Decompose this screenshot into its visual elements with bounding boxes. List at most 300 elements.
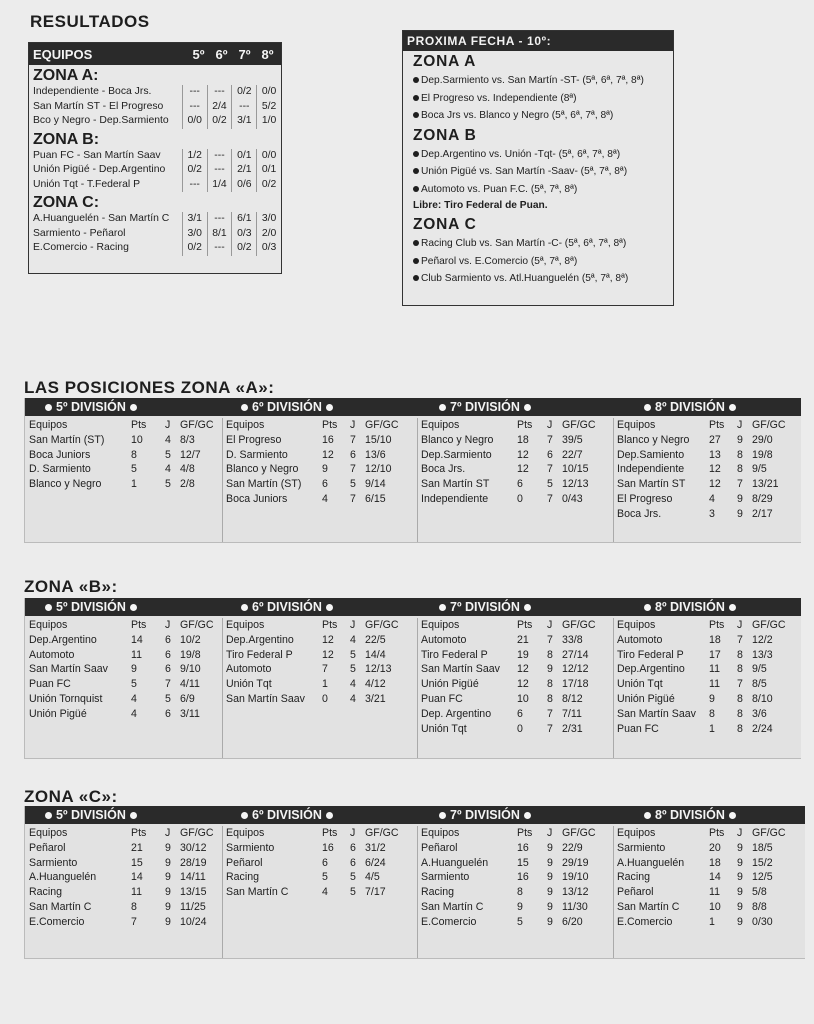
column-header: GF/GC [752, 419, 786, 431]
points: 21 [131, 841, 143, 854]
points: 8 [131, 448, 137, 461]
played: 6 [350, 448, 356, 461]
goals: 8/12 [562, 692, 583, 705]
table-row [25, 915, 222, 930]
bullet-icon [130, 604, 137, 611]
played: 4 [165, 433, 171, 446]
column-header: Pts [517, 419, 533, 431]
played: 7 [350, 463, 356, 476]
match-score: 0/2 [182, 241, 207, 256]
points: 8 [709, 707, 715, 720]
match-score: 8/1 [207, 227, 232, 242]
points: 11 [131, 886, 142, 899]
zona-b-title: ZONA «B»: [24, 577, 118, 596]
match-score: 0/0 [182, 114, 207, 129]
column-header: Pts [322, 619, 338, 631]
proxima-fecha-title: PROXIMA FECHA - 10º: [403, 31, 673, 51]
played: 9 [737, 856, 743, 869]
table-row [25, 900, 222, 915]
goals: 6/24 [365, 856, 386, 869]
goals: 10/24 [180, 915, 207, 928]
fixture-text: Dep.Sarmiento vs. San Martín -ST- (5ª, 6ª, 7ª, 8ª) [421, 75, 644, 86]
match-score: 3/0 [256, 212, 281, 227]
points: 9 [517, 900, 523, 913]
fixture-item [403, 107, 673, 125]
goals: 19/8 [180, 648, 201, 661]
match-score: --- [207, 149, 232, 164]
table-row [25, 677, 222, 692]
played: 9 [547, 871, 553, 884]
team-name: Dep.Argentino [617, 663, 685, 676]
played: 7 [350, 433, 356, 446]
points: 0 [322, 692, 328, 705]
bullet-icon [524, 404, 531, 411]
column-header: Pts [709, 619, 725, 631]
points: 1 [322, 678, 328, 691]
column-header: J [165, 419, 171, 431]
team-name: Automoto [421, 633, 467, 646]
table-row [613, 900, 801, 915]
match-score: 2/1 [231, 163, 256, 178]
goals: 14/4 [365, 648, 386, 661]
table-row [613, 648, 801, 663]
column-header: Pts [517, 619, 533, 631]
played: 6 [547, 448, 553, 461]
goals: 19/8 [752, 448, 773, 461]
resultados-zone-label: ZONA C: [33, 194, 100, 211]
points: 3 [709, 507, 715, 520]
team-name: San Martín Saav [29, 663, 108, 676]
match-score: --- [207, 241, 232, 256]
team-name: Tiro Federal P [617, 648, 684, 661]
table-row [25, 856, 222, 871]
team-name: San Martín Saav [226, 692, 305, 705]
points: 11 [709, 678, 720, 691]
column-header: J [547, 619, 553, 631]
bullet-icon [241, 604, 248, 611]
points: 12 [322, 633, 334, 646]
match-score: 3/1 [231, 114, 256, 129]
zona-b-standings [24, 598, 801, 759]
fixture-item [403, 235, 673, 253]
match-score: 0/6 [231, 178, 256, 193]
points: 5 [131, 678, 137, 691]
header-equipos: EQUIPOS [33, 46, 93, 62]
goals: 8/8 [752, 900, 767, 913]
table-row [222, 477, 417, 492]
match-score: 0/1 [256, 163, 281, 178]
team-name: Dep. Argentino [421, 707, 492, 720]
column-header: Equipos [29, 419, 68, 431]
table-row [613, 870, 801, 885]
table-row [417, 492, 613, 507]
points: 14 [131, 633, 143, 646]
played: 7 [165, 678, 171, 691]
points: 10 [517, 692, 529, 705]
table-row [613, 841, 801, 856]
table-row [222, 633, 417, 648]
table-row [25, 707, 222, 722]
table-row [417, 870, 613, 885]
played: 7 [547, 633, 553, 646]
column-header: Pts [709, 419, 725, 431]
points: 11 [709, 663, 720, 676]
division-title [435, 598, 535, 616]
division-table [613, 618, 801, 758]
match-score: 1/2 [182, 149, 207, 164]
team-name: E.Comercio [617, 915, 673, 928]
zona-c-title: ZONA «C»: [24, 787, 118, 806]
resultado-row [29, 100, 281, 115]
division-name: 7º DIVISIÓN [450, 400, 520, 414]
points: 15 [131, 856, 143, 869]
table-row [222, 662, 417, 677]
fixture-item [403, 72, 673, 90]
played: 8 [547, 678, 553, 691]
goals: 17/18 [562, 678, 589, 691]
played: 9 [165, 841, 171, 854]
column-header: GF/GC [365, 419, 399, 431]
table-row [25, 648, 222, 663]
played: 9 [547, 663, 553, 676]
table-row [222, 677, 417, 692]
fixture-item [403, 163, 673, 181]
goals: 22/9 [562, 841, 583, 854]
column-header: GF/GC [180, 619, 214, 631]
table-row [613, 885, 801, 900]
match-score: --- [182, 100, 207, 115]
division-table [25, 418, 223, 542]
points: 11 [709, 886, 720, 899]
points: 9 [322, 463, 328, 476]
team-name: San Martín Saav [421, 663, 500, 676]
zona-a-title: LAS POSICIONES ZONA «A»: [24, 378, 275, 397]
team-name: Automoto [29, 648, 75, 661]
team-name: Sarmiento [617, 841, 666, 854]
table-row [613, 662, 801, 677]
played: 9 [547, 915, 553, 928]
played: 7 [547, 463, 553, 476]
table-row [222, 462, 417, 477]
match-name: San Martín ST - El Progreso [33, 100, 164, 112]
played: 9 [737, 492, 743, 505]
played: 7 [350, 492, 356, 505]
match-name: A.Huanguelén - San Martín C [33, 213, 170, 224]
column-header: J [350, 619, 356, 631]
points: 12 [517, 678, 529, 691]
bullet-icon [413, 151, 419, 157]
match-score: --- [207, 163, 232, 178]
bullet-icon [413, 168, 419, 174]
played: 5 [165, 478, 171, 491]
goals: 4/8 [180, 463, 195, 476]
team-name: A.Huanguelén [29, 871, 97, 884]
team-name: Blanco y Negro [226, 463, 299, 476]
played: 9 [737, 433, 743, 446]
goals: 4/12 [365, 678, 386, 691]
goals: 12/2 [752, 633, 773, 646]
column-header: J [547, 827, 553, 839]
division-table [25, 826, 223, 958]
goals: 9/10 [180, 663, 201, 676]
match-score: 2/4 [207, 100, 232, 115]
bullet-icon [439, 604, 446, 611]
goals: 8/10 [752, 692, 773, 705]
team-name: Dep.Argentino [29, 633, 97, 646]
fixture-text: Racing Club vs. San Martín -C- (5ª, 6ª, 7ª, 8ª) [421, 238, 627, 249]
team-name: Automoto [226, 663, 272, 676]
team-name: Boca Jrs. [617, 507, 662, 520]
played: 9 [737, 915, 743, 928]
goals: 3/11 [180, 707, 200, 720]
header-8: 8º [261, 46, 274, 62]
points: 1 [709, 915, 715, 928]
match-score: 0/3 [231, 227, 256, 242]
match-name: Puan FC - San Martín Saav [33, 149, 161, 161]
bullet-icon [413, 186, 419, 192]
libre-note: Libre: Tiro Federal de Puan. [413, 200, 548, 211]
team-name: Unión Tqt [617, 678, 663, 691]
points: 14 [709, 871, 721, 884]
bullet-icon [439, 404, 446, 411]
points: 18 [517, 433, 529, 446]
table-row [417, 900, 613, 915]
fixture-text: Club Sarmiento vs. Atl.Huanguelén (5ª, 7ª, 8ª) [421, 273, 629, 284]
team-name: Sarmiento [29, 856, 78, 869]
division-header-bar [25, 598, 801, 616]
division-title [435, 806, 535, 824]
goals: 13/21 [752, 478, 779, 491]
goals: 3/6 [752, 707, 767, 720]
team-name: Unión Pigüé [617, 692, 675, 705]
goals: 6/9 [180, 692, 195, 705]
goals: 2/17 [752, 507, 773, 520]
column-header: Equipos [226, 419, 265, 431]
table-header-row [417, 618, 613, 633]
match-score: 3/0 [182, 227, 207, 242]
table-row [25, 662, 222, 677]
table-row [417, 841, 613, 856]
team-name: San Martín Saav [617, 707, 696, 720]
points: 15 [517, 856, 529, 869]
table-header-row [613, 418, 801, 433]
fixture-item [403, 181, 673, 199]
points: 20 [709, 841, 721, 854]
goals: 29/19 [562, 856, 589, 869]
table-row [417, 722, 613, 737]
table-header-row [613, 618, 801, 633]
resultado-row [29, 163, 281, 178]
match-score: 0/2 [182, 163, 207, 178]
played: 6 [165, 663, 171, 676]
column-header: Equipos [421, 419, 460, 431]
table-header-row [613, 826, 801, 841]
goals: 10/15 [562, 463, 589, 476]
points: 5 [517, 915, 523, 928]
played: 4 [350, 678, 356, 691]
team-name: Automoto [617, 633, 663, 646]
match-name: Unión Pigüé - Dep.Argentino [33, 164, 166, 175]
table-row [417, 448, 613, 463]
header-5: 5º [192, 46, 205, 62]
division-title [41, 398, 141, 416]
goals: 4/11 [180, 678, 200, 691]
played: 9 [165, 915, 171, 928]
points: 12 [322, 648, 334, 661]
points: 19 [517, 648, 529, 661]
bullet-icon [524, 604, 531, 611]
points: 6 [322, 478, 328, 491]
column-header: GF/GC [562, 419, 596, 431]
goals: 39/5 [562, 433, 583, 446]
team-name: Puan FC [617, 722, 659, 735]
table-row [613, 722, 801, 737]
table-row [222, 448, 417, 463]
resultado-row [29, 85, 281, 100]
table-header-row [417, 418, 613, 433]
column-header: Pts [131, 827, 147, 839]
match-score: 0/0 [256, 149, 281, 164]
played: 7 [737, 678, 743, 691]
played: 8 [737, 463, 743, 476]
column-header: J [737, 419, 743, 431]
team-name: Boca Juniors [226, 492, 288, 505]
division-name: 6º DIVISIÓN [252, 808, 322, 822]
column-header: Equipos [29, 619, 68, 631]
team-name: Unión Tornquist [29, 692, 103, 705]
played: 4 [165, 463, 171, 476]
column-header: Equipos [617, 419, 656, 431]
division-name: 6º DIVISIÓN [252, 600, 322, 614]
table-row [222, 870, 417, 885]
points: 12 [709, 463, 721, 476]
match-name: E.Comercio - Racing [33, 242, 129, 253]
points: 9 [709, 692, 715, 705]
points: 18 [709, 633, 721, 646]
table-row [613, 433, 801, 448]
resultados-title: RESULTADOS [30, 12, 150, 31]
goals: 4/5 [365, 871, 380, 884]
column-header: Equipos [617, 619, 656, 631]
division-title [41, 598, 141, 616]
division-name: 8º DIVISIÓN [655, 600, 725, 614]
match-score: 2/0 [256, 227, 281, 242]
team-name: Racing [226, 871, 259, 884]
resultados-table [28, 42, 282, 274]
column-header: Pts [709, 827, 725, 839]
column-header: Equipos [421, 619, 460, 631]
played: 6 [165, 707, 171, 720]
played: 8 [737, 692, 743, 705]
played: 9 [547, 856, 553, 869]
played: 9 [737, 871, 743, 884]
bullet-icon [729, 604, 736, 611]
table-row [25, 870, 222, 885]
played: 9 [165, 856, 171, 869]
division-table [417, 826, 614, 958]
division-title [41, 806, 141, 824]
team-name: Unión Pigüé [421, 678, 479, 691]
goals: 22/7 [562, 448, 583, 461]
points: 8 [517, 886, 523, 899]
team-name: Racing [29, 886, 62, 899]
goals: 18/5 [752, 841, 773, 854]
table-row [613, 448, 801, 463]
match-name: Sarmiento - Peñarol [33, 227, 126, 239]
goals: 7/11 [562, 707, 582, 720]
match-score: 0/2 [207, 114, 232, 129]
points: 4 [322, 492, 328, 505]
points: 17 [709, 648, 721, 661]
team-name: E.Comercio [29, 915, 85, 928]
bullet-icon [413, 240, 419, 246]
division-name: 5º DIVISIÓN [56, 808, 126, 822]
division-name: 5º DIVISIÓN [56, 400, 126, 414]
goals: 13/3 [752, 648, 773, 661]
goals: 5/8 [752, 886, 767, 899]
bullet-icon [413, 112, 419, 118]
points: 27 [709, 433, 721, 446]
goals: 13/6 [365, 448, 386, 461]
team-name: San Martín ST [617, 478, 686, 491]
match-score: --- [182, 178, 207, 193]
played: 4 [350, 692, 356, 705]
points: 0 [517, 492, 523, 505]
column-header: J [737, 827, 743, 839]
goals: 15/2 [752, 856, 773, 869]
column-header: Pts [131, 619, 147, 631]
table-header-row [222, 826, 417, 841]
bullet-icon [130, 812, 137, 819]
match-score: 1/0 [256, 114, 281, 129]
points: 10 [709, 900, 721, 913]
table-row [222, 841, 417, 856]
team-name: Independiente [421, 492, 489, 505]
points: 5 [131, 463, 137, 476]
match-score: 0/1 [231, 149, 256, 164]
played: 9 [737, 507, 743, 520]
team-name: D. Sarmiento [29, 463, 91, 476]
team-name: Dep.Argentino [226, 633, 294, 646]
goals: 12/10 [365, 463, 392, 476]
played: 8 [737, 663, 743, 676]
table-row [613, 707, 801, 722]
points: 21 [517, 633, 529, 646]
table-row [417, 462, 613, 477]
team-name: Peñarol [226, 856, 263, 869]
column-header: J [547, 419, 553, 431]
division-header-bar [25, 398, 801, 416]
played: 7 [547, 492, 553, 505]
played: 9 [165, 900, 171, 913]
goals: 12/7 [180, 448, 201, 461]
played: 8 [737, 707, 743, 720]
points: 0 [517, 722, 523, 735]
team-name: Peñarol [421, 841, 458, 854]
division-title [640, 398, 740, 416]
points: 12 [517, 663, 529, 676]
division-name: 6º DIVISIÓN [252, 400, 322, 414]
division-table [222, 418, 418, 542]
team-name: Blanco y Negro [421, 433, 494, 446]
team-name: Sarmiento [421, 871, 470, 884]
resultado-row [29, 114, 281, 129]
team-name: Tiro Federal P [421, 648, 488, 661]
match-score: --- [207, 85, 232, 100]
column-header: J [350, 419, 356, 431]
bullet-icon [326, 404, 333, 411]
match-score: --- [182, 85, 207, 100]
